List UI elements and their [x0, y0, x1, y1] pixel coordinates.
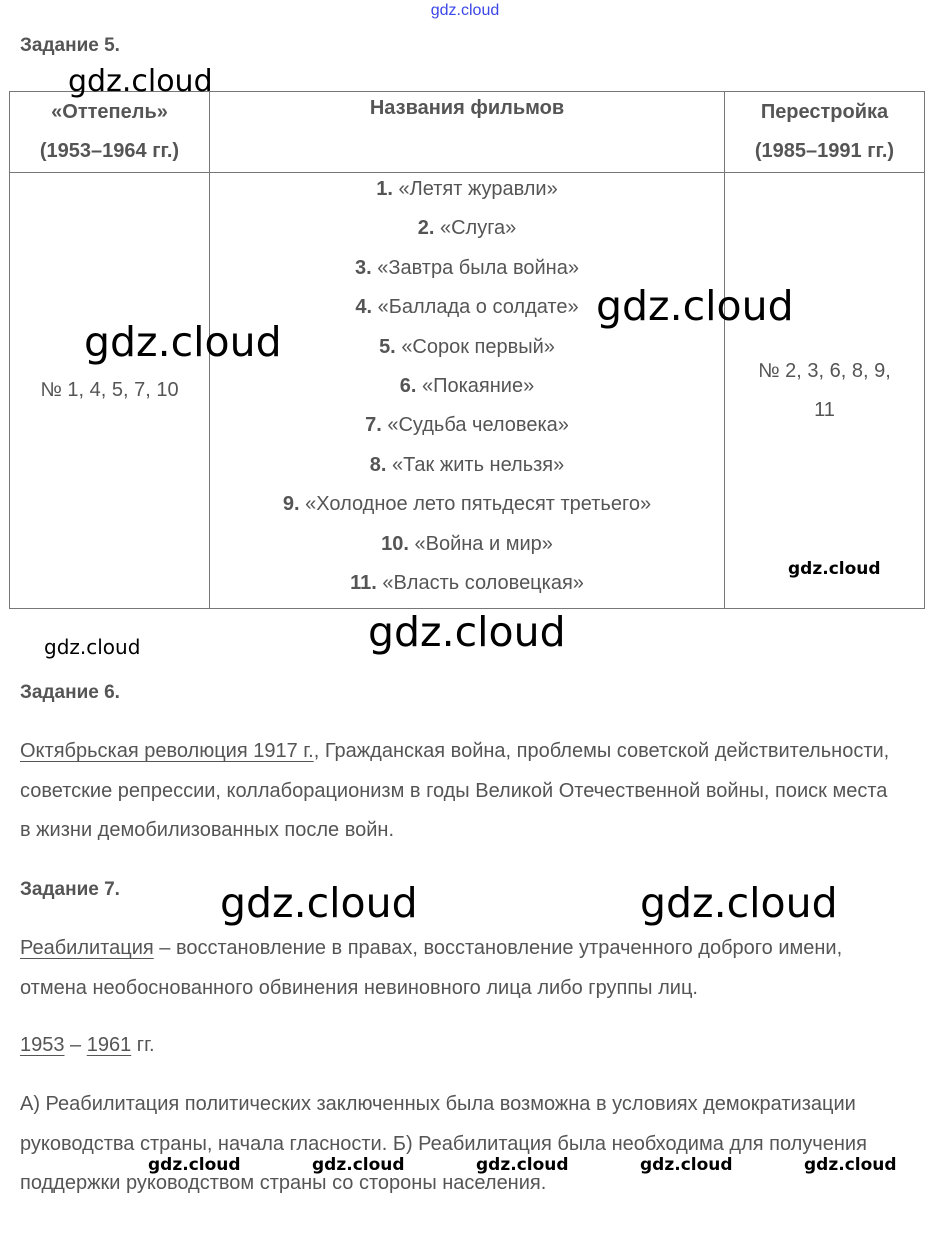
perestroika-film-numbers-line1: № 2, 3, 6, 8, 9,: [758, 359, 891, 382]
task5-heading: Задание 5.: [20, 35, 120, 56]
task7-years: [20, 1026, 900, 1066]
watermark: gdz.cloud: [84, 318, 282, 366]
film-item: [210, 174, 724, 213]
task7-definition-text: – восстановление в правах, восстановление утраченного доброго имени, отмена необоснованного обвинения невиновного лица либо группы лиц.: [20, 937, 843, 999]
film-title: «Война и мир»: [414, 532, 553, 555]
perestroika-film-numbers-line2: 11: [814, 398, 835, 421]
film-list: [210, 174, 724, 607]
film-title: «Завтра была война»: [377, 256, 579, 279]
task7-heading: Задание 7.: [20, 879, 120, 900]
film-number: 9.: [282, 493, 300, 516]
film-title: «Баллада о солдате»: [377, 296, 579, 319]
film-item: [210, 332, 724, 371]
task7-years-suffix: гг.: [131, 1034, 155, 1056]
perestroika-header: [725, 92, 925, 173]
film-item: [210, 450, 724, 489]
film-number: 2.: [417, 217, 435, 240]
film-number: 6.: [399, 374, 417, 397]
watermark-top: gdz.cloud: [430, 2, 500, 19]
film-number: 10.: [381, 532, 409, 555]
watermark: gdz.cloud: [44, 635, 141, 659]
film-title: «Летят журавли»: [398, 178, 558, 200]
film-number: 8.: [369, 453, 387, 476]
film-title: «Холодное лето пятьдесят третьего»: [305, 493, 652, 516]
task7-dash: –: [64, 1034, 87, 1056]
perestroika-films-cell: [725, 173, 925, 609]
watermark: gdz.cloud: [476, 1155, 569, 1175]
thaw-film-numbers: № 1, 4, 5, 7, 10: [40, 379, 179, 402]
watermark: gdz.cloud: [596, 282, 794, 330]
film-title: «Так жить нельзя»: [391, 453, 565, 476]
film-number: 7.: [365, 414, 382, 437]
film-item: [210, 568, 724, 607]
task6-answer: [20, 732, 900, 851]
task6-underlined-phrase: Октябрьская революция 1917 г.: [20, 740, 314, 762]
perestroika-header-title: Перестройка: [760, 101, 889, 123]
task7-answer: А) Реабилитация политических заключенных была возможна в условиях демократизации руководства страны, начала гласности. Б) Реабилитация была необходима для получения поддержки руководством страны со стороны населения.: [20, 1093, 867, 1194]
watermark: gdz.cloud: [640, 1155, 733, 1175]
film-title: «Слуга»: [439, 217, 517, 240]
film-number: 4.: [355, 296, 373, 319]
task6-heading: Задание 6.: [20, 682, 120, 703]
films-header: [210, 92, 725, 173]
perestroika-header-years: (1985–1991 гг.): [754, 140, 895, 162]
film-number: 11.: [350, 571, 377, 594]
task7-year-start: 1953: [20, 1034, 65, 1056]
film-item: [210, 529, 724, 568]
watermark: gdz.cloud: [220, 879, 418, 927]
watermark: gdz.cloud: [788, 559, 881, 579]
films-table-body: [10, 173, 925, 609]
watermark: gdz.cloud: [148, 1155, 241, 1175]
film-item: [210, 489, 724, 528]
task6-text: , Гражданская война, проблемы советской действительности, советские репрессии, коллаборационизм в годы Великой Отечественной войны, поиск места в жизни демобилизованных после войн.: [20, 740, 890, 841]
task7-year-end: 1961: [86, 1034, 132, 1056]
thaw-header-years: (1953–1964 гг.): [39, 140, 180, 162]
film-number: 3.: [355, 256, 372, 279]
watermark: gdz.cloud: [804, 1155, 897, 1175]
film-title: «Власть соловецкая»: [382, 571, 584, 594]
film-item: [210, 213, 724, 252]
film-title: «Покаяние»: [422, 374, 535, 397]
film-item: [210, 410, 724, 449]
film-title: «Сорок первый»: [401, 335, 555, 358]
task7-term: Реабилитация: [20, 937, 154, 959]
film-title: «Судьба человека»: [387, 414, 569, 437]
film-number: 5.: [379, 335, 396, 358]
thaw-header: [10, 92, 210, 173]
film-titles-cell: [210, 173, 725, 609]
film-number: 1.: [376, 178, 393, 200]
thaw-header-title: «Оттепель»: [51, 101, 168, 123]
thaw-films-cell: [10, 173, 210, 609]
task7-definition: [20, 929, 900, 1008]
watermark: gdz.cloud: [312, 1155, 405, 1175]
watermark: gdz.cloud: [368, 608, 566, 656]
watermark: gdz.cloud: [68, 64, 213, 99]
films-table-header: [10, 92, 925, 173]
watermark: gdz.cloud: [640, 879, 838, 927]
film-item: [210, 371, 724, 410]
films-header-title: Названия фильмов: [369, 97, 565, 119]
